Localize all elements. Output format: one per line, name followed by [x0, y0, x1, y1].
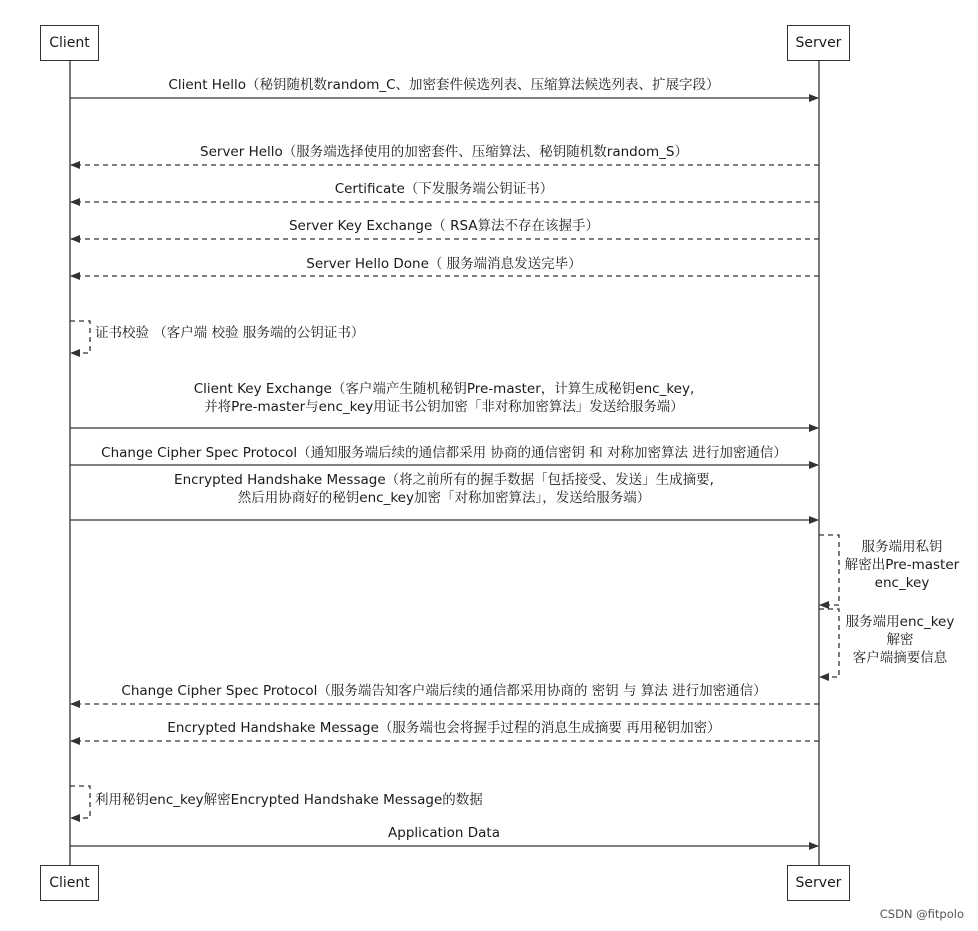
self-arrow-s4 [70, 786, 90, 818]
message-label-server-hello: Server Hello（服务端选择使用的加密套件、压缩算法、秘钥随机数random_S） [200, 144, 688, 160]
message-label-change-cipher-server: Change Cipher Spec Protocol（服务端告知客户端后续的通信都采用协商的 密钥 与 算法 进行加密通信） [121, 683, 767, 699]
message-label-certificate: Certificate（下发服务端公钥证书） [334, 181, 554, 197]
message-label-client-key-exchange-1: Client Key Exchange（客户端产生随机秘钥Pre-master，计算生成秘钥enc_key, [193, 381, 695, 397]
message-label-client-hello: Client Hello（秘钥随机数random_C、加密套件候选列表、压缩算法候选列表、扩展字段） [168, 77, 720, 93]
self-label-server-decrypt-3: enc_key [874, 575, 930, 591]
message-label-client-key-exchange-2: 并将Pre-master与enc_key用证书公钥加密「非对称加密算法」发送给服务端） [204, 399, 684, 415]
actor-client-top: Client [40, 25, 99, 61]
self-label-server-digest-1: 服务端用enc_key [845, 614, 955, 630]
message-label-encrypted-handshake-client-1: Encrypted Handshake Message（将之前所有的握手数据「包括接受、发送」生成摘要, [174, 472, 714, 488]
message-label-encrypted-handshake-server: Encrypted Handshake Message（服务端也会将握手过程的消息生成摘要 再用秘钥加密） [167, 720, 721, 736]
self-label-server-digest-2: 解密 [886, 632, 914, 648]
self-label-client-decrypt: 利用秘钥enc_key解密Encrypted Handshake Message的数据 [95, 792, 483, 808]
message-label-server-hello-done: Server Hello Done（ 服务端消息发送完毕） [306, 256, 582, 272]
message-label-server-key-exchange: Server Key Exchange（ RSA算法不存在该握手） [288, 218, 600, 234]
message-label-application-data: Application Data [388, 825, 500, 841]
watermark: CSDN @fitpolo [879, 907, 964, 921]
self-label-cert-verify: 证书校验 （客户端 校验 服务端的公钥证书） [95, 325, 365, 341]
self-arrow-s1 [70, 321, 90, 353]
self-arrow-s2 [819, 535, 839, 605]
actor-server-bottom: Server [787, 865, 850, 901]
actor-server-top: Server [787, 25, 850, 61]
self-label-server-digest-3: 客户端摘要信息 [852, 650, 948, 666]
actor-client-bottom: Client [40, 865, 99, 901]
message-label-encrypted-handshake-client-2: 然后用协商好的秘钥enc_key加密「对称加密算法」，发送给服务端） [237, 490, 651, 506]
self-label-server-decrypt-1: 服务端用私钥 [861, 539, 943, 555]
message-label-change-cipher-client: Change Cipher Spec Protocol（通知服务端后续的通信都采用 协商的通信密钥 和 对称加密算法 进行加密通信） [101, 445, 787, 461]
self-label-server-decrypt-2: 解密出Pre-master [844, 557, 960, 573]
self-arrow-s3 [819, 609, 839, 677]
